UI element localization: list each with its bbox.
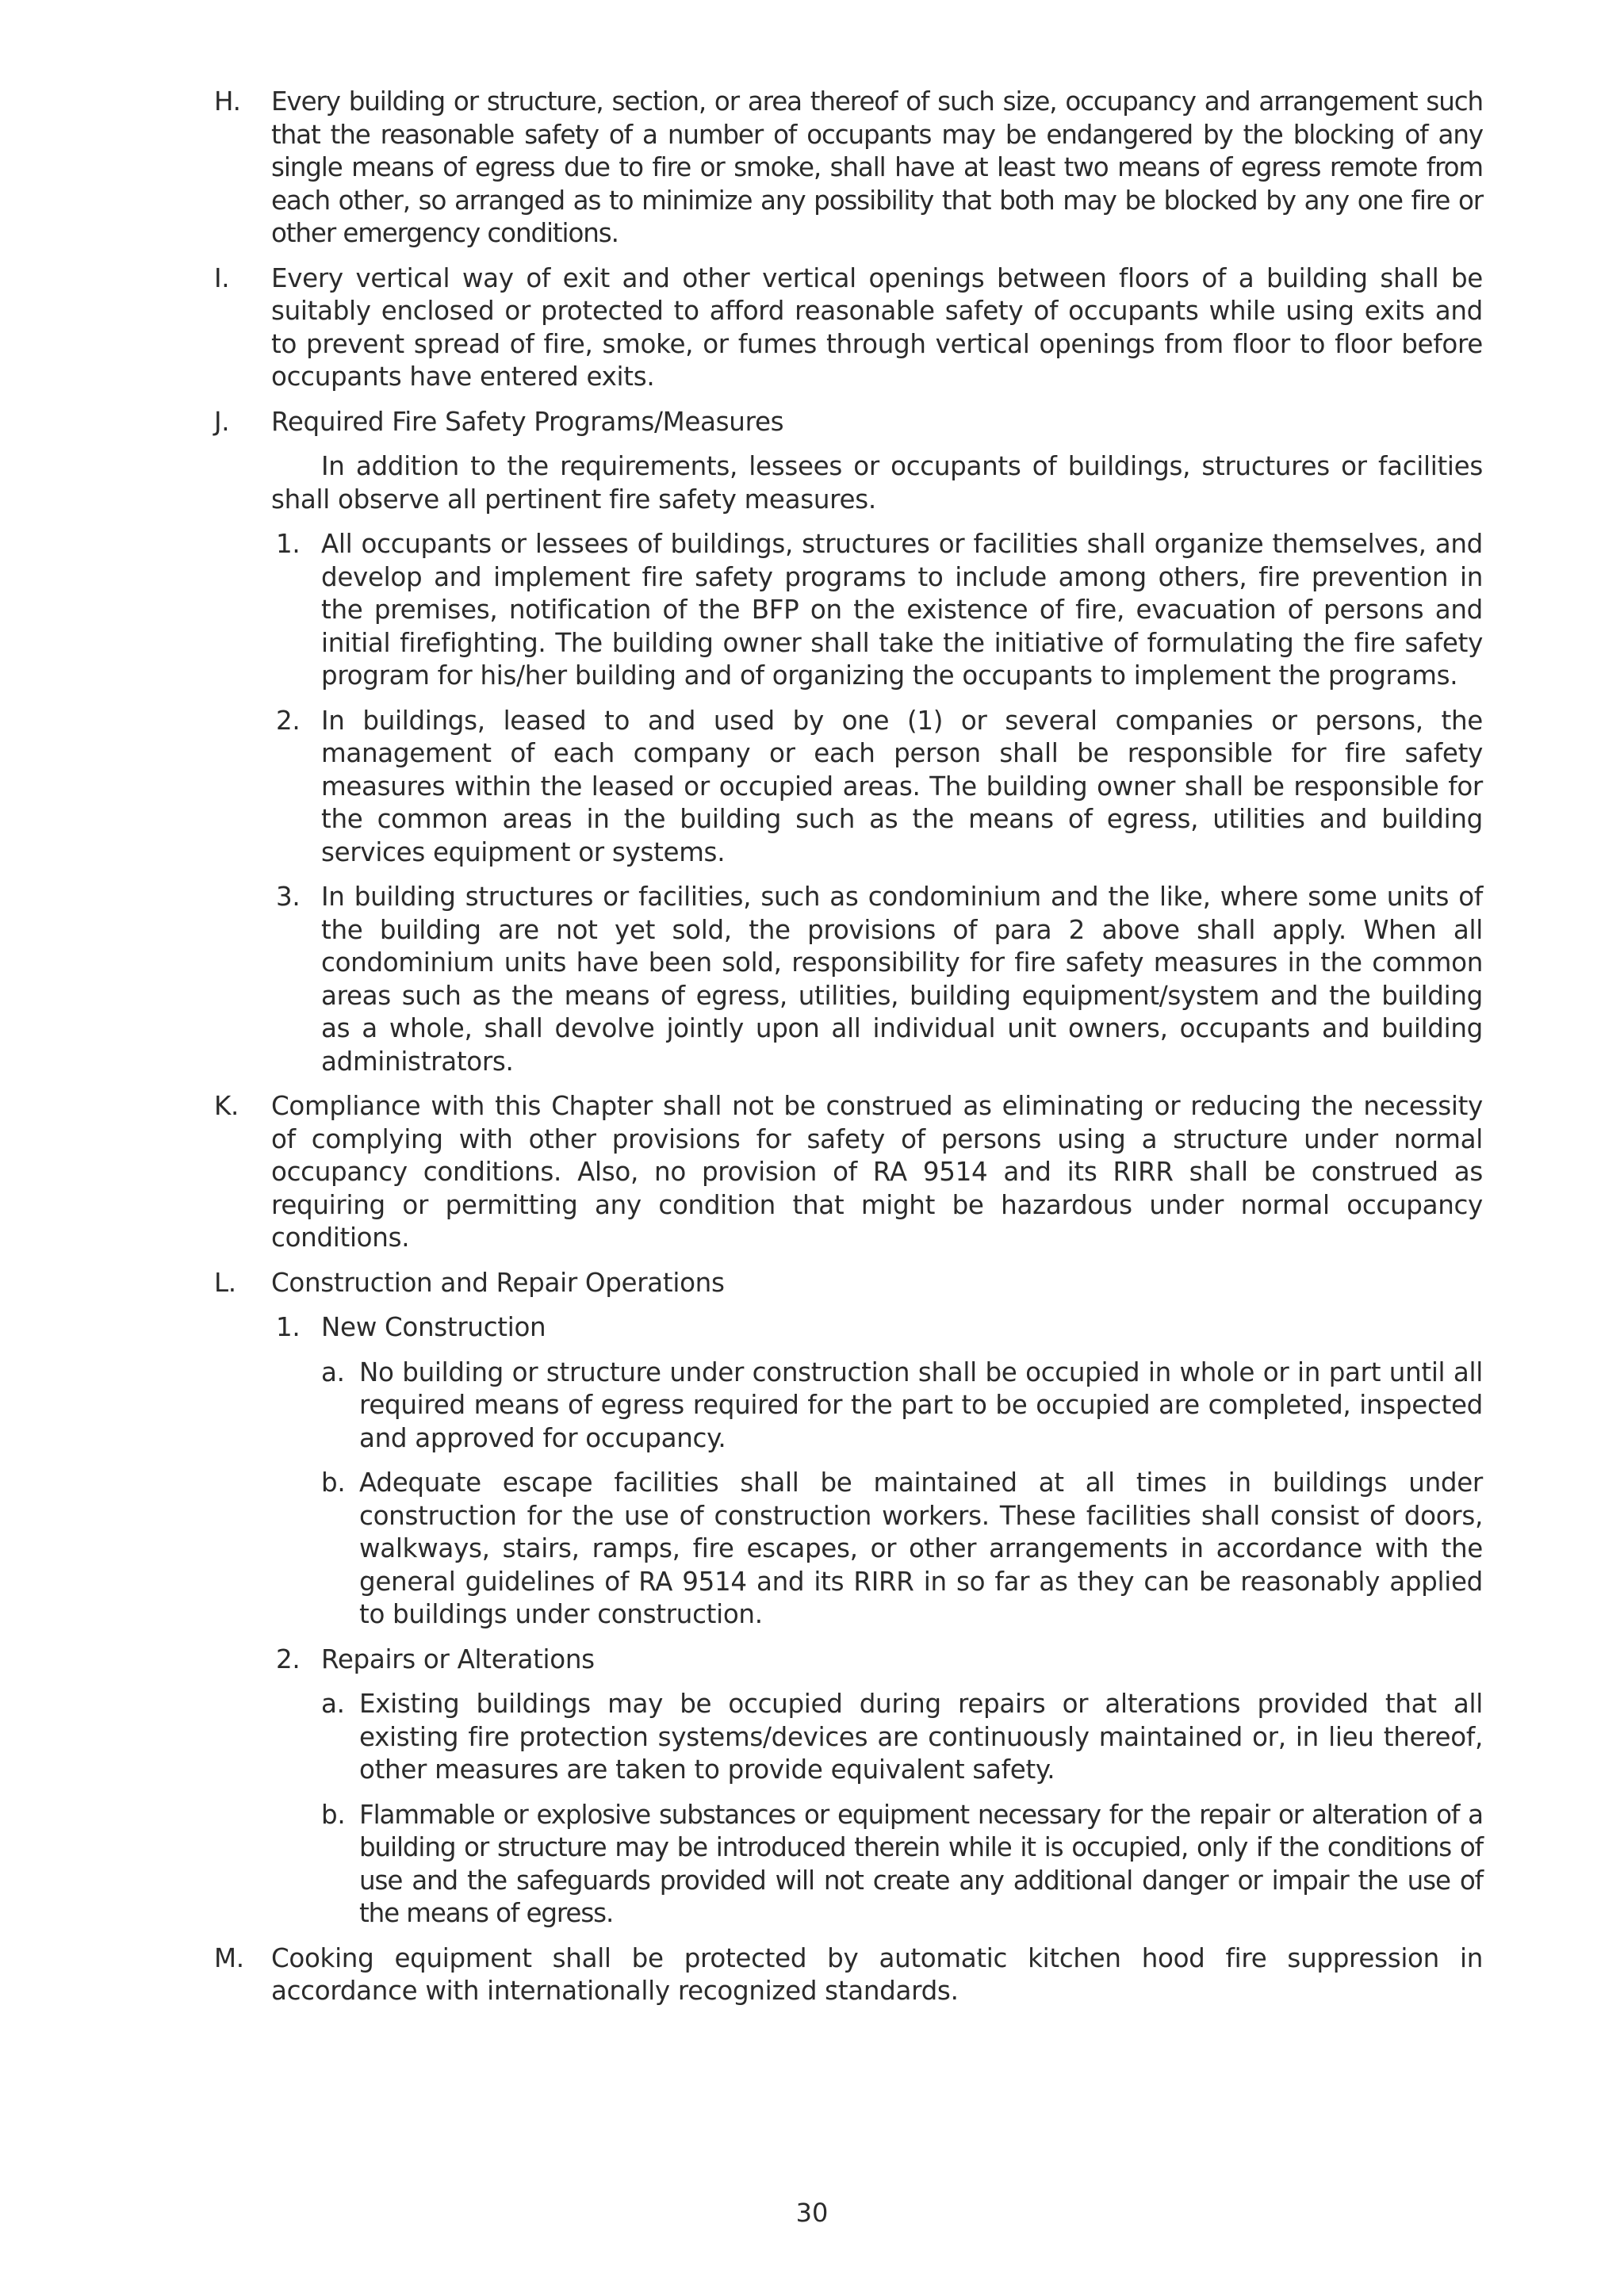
section-l-sub-1-a-text: No building or structure under construction shall be occupied in whole or in part until all required means of egress required for the part to be occupied are completed, inspected and approved for occupancy. <box>359 1357 1483 1453</box>
section-i <box>214 262 1483 394</box>
section-l-sub-2 <box>214 1644 1483 1677</box>
section-j <box>214 406 1483 439</box>
section-j-marker: J. <box>214 406 230 437</box>
section-l-heading: Construction and Repair Operations <box>271 1267 725 1298</box>
document-body <box>214 86 1483 2020</box>
section-j-item-3-text: In building structures or facilities, such as condominium and the like, where some units of the building are not yet sold, the provisions of para 2 above shall apply. When all condominium units have been sold, responsibility for fire safety measures in the common areas such as the means of egress, utilities, building equipment/system and the building as a whole, shall devolve jointly upon all individual unit owners, occupants and building administrators. <box>321 882 1483 1077</box>
section-m-marker: M. <box>214 1942 244 1973</box>
section-k <box>214 1090 1483 1255</box>
section-l-sub-1-heading: New Construction <box>321 1312 546 1342</box>
section-j-item-3-marker: 3. <box>276 882 301 912</box>
section-j-item-2 <box>214 705 1483 870</box>
section-l-sub-1-marker: 1. <box>276 1312 301 1342</box>
section-l-sub-1-a-marker: a. <box>321 1357 345 1387</box>
section-m-text: Cooking equipment shall be protected by automatic kitchen hood fire suppression in accordance with internationally recognized standards. <box>271 1942 1483 2006</box>
section-l-sub-2-a-text: Existing buildings may be occupied during repairs or alterations provided that all existing fire protection systems/devices are continuously maintained or, in lieu thereof, other measures are taken to provide equivalent safety. <box>359 1689 1483 1785</box>
section-i-text: Every vertical way of exit and other vertical openings between floors of a building shall be suitably enclosed or protected to afford reasonable safety of occupants while using exits and to prevent spread of fire, smoke, or fumes through vertical openings from floor to floor before occupants have entered exits. <box>271 262 1483 392</box>
section-l-sub-2-a-marker: a. <box>321 1689 345 1719</box>
section-j-item-2-text: In buildings, leased to and used by one (1) or several companies or persons, the management of each company or each person shall be responsible for fire safety measures within the leased or occupied areas. The building owner shall be responsible for the common areas in the building such as the means of egress, utilities and building services equipment or systems. <box>321 705 1483 867</box>
section-l-sub-2-b-marker: b. <box>321 1799 346 1830</box>
section-j-item-1-marker: 1. <box>276 529 301 559</box>
section-j-item-3 <box>214 881 1483 1078</box>
section-l-sub-2-b <box>214 1799 1483 1931</box>
section-k-marker: K. <box>214 1091 239 1121</box>
section-l-sub-2-b-text: Flammable or explosive substances or equipment necessary for the repair or alteration of a building or structure may be introduced therein while it is occupied, only if the conditions of use and the safeguards provided will not create any additional danger or impair the use of the means of egress. <box>359 1799 1483 1928</box>
section-l-sub-2-a <box>214 1688 1483 1787</box>
section-l-sub-2-marker: 2. <box>276 1644 301 1674</box>
section-j-item-1-text: All occupants or lessees of buildings, structures or facilities shall organize themselves, and develop and implement fire safety programs to include among others, fire prevention in the premises, notification of the BFP on the existence of fire, evacuation of persons and initial firefighting. The building owner shall take the initiative of formulating the fire safety program for his/her building and of organizing the occupants to implement the programs. <box>321 529 1483 691</box>
section-l-sub-1-b <box>214 1467 1483 1632</box>
section-h-marker: H. <box>214 86 241 117</box>
section-h-text: Every building or structure, section, or area thereof of such size, occupancy and arrangement such that the reasonable safety of a number of occupants may be endangered by the blocking of any single means of egress due to fire or smoke, shall have at least two means of egress remote from each other, so arranged as to minimize any possibility that both may be blocked by any one fire or other emergency conditions. <box>271 86 1483 248</box>
section-j-item-2-marker: 2. <box>276 705 301 736</box>
page-number: 30 <box>795 2198 829 2228</box>
section-m <box>214 1942 1483 2008</box>
section-l <box>214 1267 1483 1300</box>
section-l-marker: L. <box>214 1267 236 1298</box>
section-j-heading: Required Fire Safety Programs/Measures <box>271 406 784 437</box>
section-l-sub-1-b-text: Adequate escape facilities shall be maintained at all times in buildings under construction for the use of construction workers. These facilities shall consist of doors, walkways, stairs, ramps, fire escapes, or other arrangements in accordance with the general guidelines of RA 9514 and its RIRR in so far as they can be reasonably applied to buildings under construction. <box>359 1468 1483 1629</box>
section-j-intro: In addition to the requirements, lessees or occupants of buildings, structures or facilities shall observe all pertinent fire safety measures. <box>271 451 1483 515</box>
section-i-marker: I. <box>214 262 230 293</box>
section-j-item-1 <box>214 528 1483 693</box>
section-l-sub-1-b-marker: b. <box>321 1468 346 1498</box>
section-k-text: Compliance with this Chapter shall not be construed as eliminating or reducing the necessity of complying with other provisions for safety of persons using a structure under normal occupancy conditions. Also, no provision of RA 9514 and its RIRR shall be construed as requiring or permitting any condition that might be hazardous under normal occupancy conditions. <box>271 1091 1483 1253</box>
section-l-sub-2-heading: Repairs or Alterations <box>321 1644 595 1674</box>
section-l-sub-1 <box>214 1311 1483 1345</box>
section-l-sub-1-a <box>214 1357 1483 1456</box>
section-h <box>214 86 1483 251</box>
